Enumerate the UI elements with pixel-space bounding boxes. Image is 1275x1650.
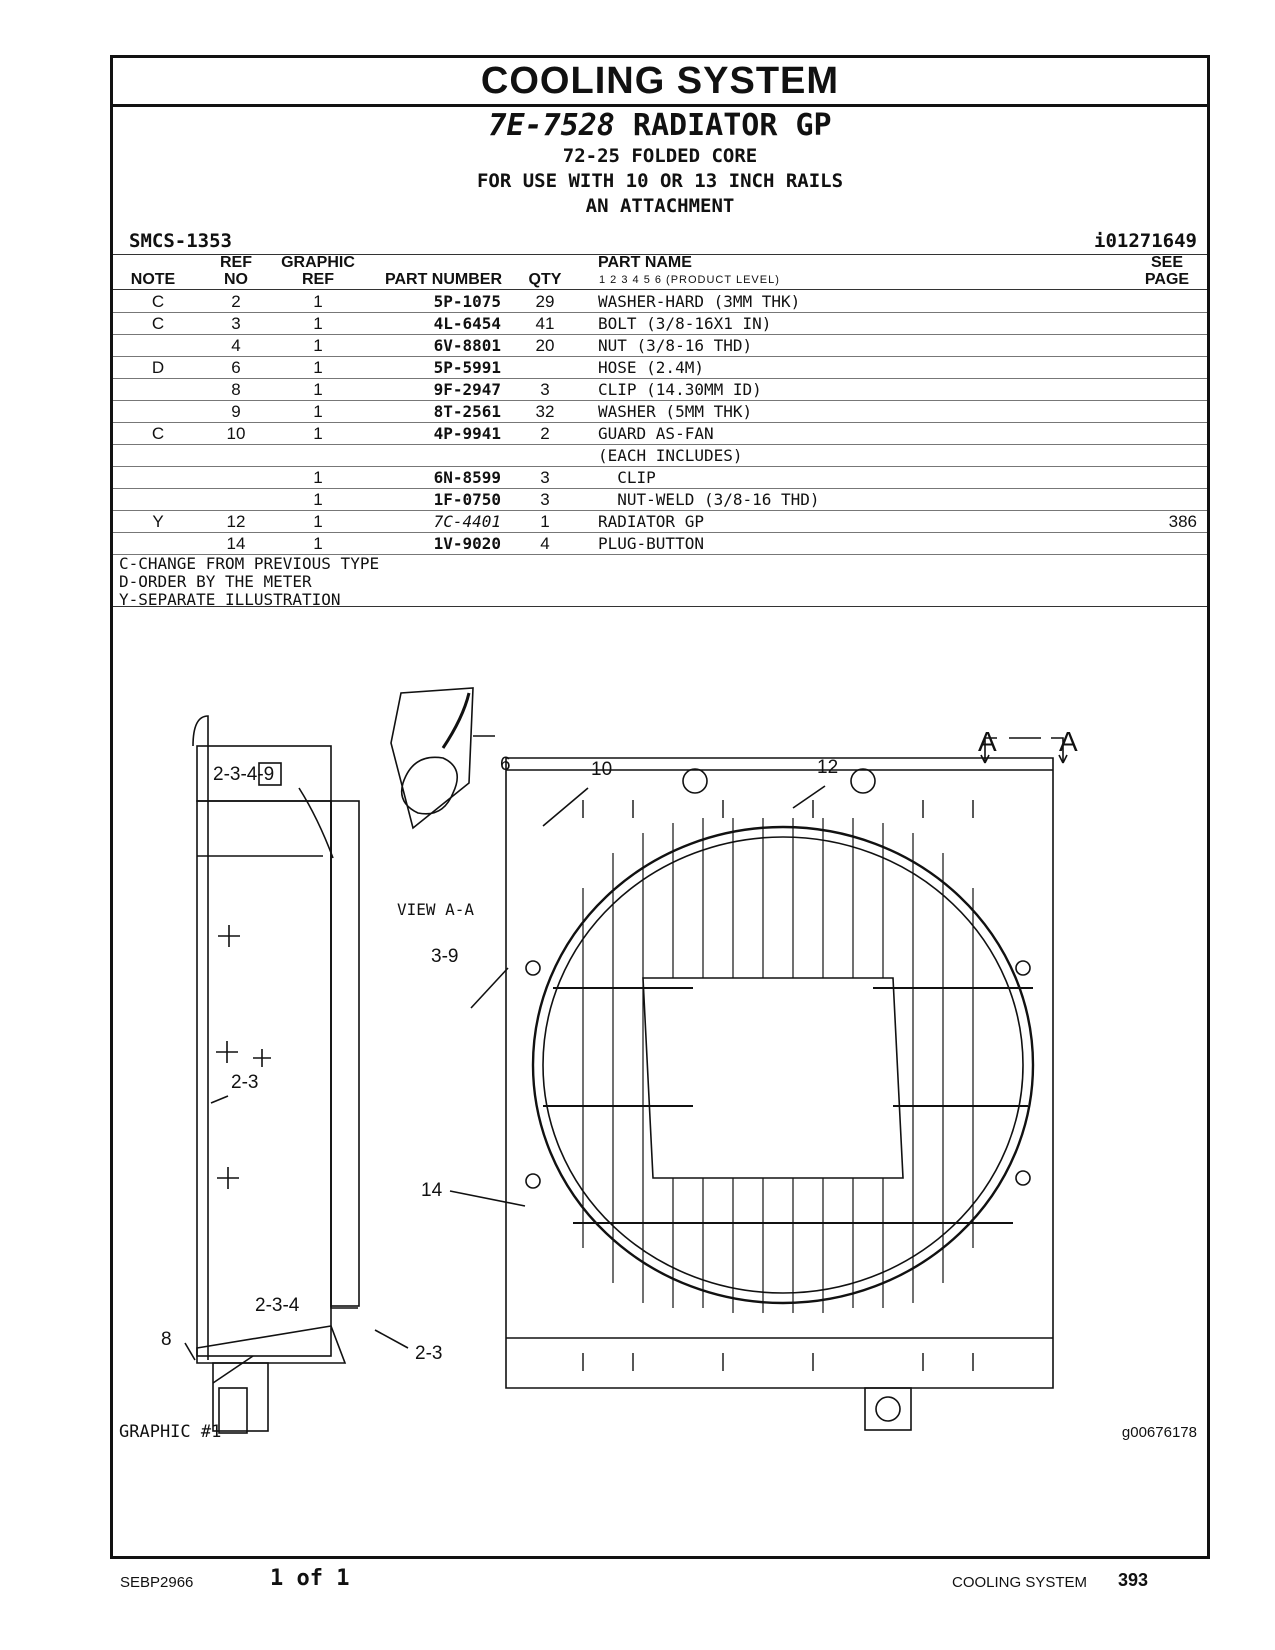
row-ref-no: 3 [231,314,241,333]
row-graphic-ref: 1 [313,490,323,509]
table-row [113,466,1207,489]
row-part-name: RADIATOR GP [598,512,704,531]
row-part-name: NUT (3/8-16 THD) [598,336,753,355]
callout-2-3-4-9: 2-3-4-9 [213,764,275,785]
row-qty: 3 [540,380,550,399]
front-mount-hole-r2 [1016,1171,1030,1185]
row-part-name: CLIP [598,468,656,487]
front-lift-hole-right [851,769,875,793]
group-subtitle-2: FOR USE WITH 10 OR 13 INCH RAILS [476,170,844,192]
row-ref-no: 4 [231,336,241,355]
callout-2-3-a: 2-3 [231,1072,259,1093]
graphic-label: GRAPHIC #1 [119,1422,222,1442]
row-part-number[interactable]: 6N-8599 [433,468,501,487]
table-row [113,400,1207,423]
group-heading [113,108,1207,219]
side-frame-rail [331,801,359,1306]
callout-3-9: 3-9 [431,946,459,967]
side-pipe-outline [193,716,208,1360]
col-part-name: PART NAME [598,254,692,271]
row-part-name: CLIP (14.30MM ID) [598,380,762,399]
table-row [113,532,1207,555]
guard-opening [643,978,903,1178]
row-ref-no: 10 [226,424,246,443]
row-part-name: HOSE (2.4M) [598,358,704,377]
row-ref-no: 2 [231,292,241,311]
radiator-illustration [113,618,1207,1468]
callout-6: 6 [500,754,511,775]
table-row [113,356,1207,379]
row-see-page[interactable]: 386 [1168,512,1197,531]
col-ref: REF NO [220,254,252,288]
row-part-number[interactable]: 1F-0750 [433,490,501,509]
footer-doc-number: SEBP2966 [120,1574,194,1591]
row-note: D [151,358,165,377]
side-core [197,801,331,1356]
page-title-bar [113,58,1207,107]
row-part-number[interactable]: 8T-2561 [433,402,501,421]
callout-section-a-left: A [978,726,997,757]
row-ref-no: 12 [226,512,246,531]
leader-8 [185,1343,195,1360]
row-part-number[interactable]: 4P-9941 [433,424,501,443]
row-part-name: WASHER (5MM THK) [598,402,753,421]
group-subtitle-1: 72-25 FOLDED CORE [562,145,758,167]
group-name: RADIATOR GP [632,108,832,143]
row-part-name: NUT-WELD (3/8-16 THD) [598,490,820,509]
col-note: NOTE [130,271,176,288]
col-graphic: GRAPHIC REF [281,254,355,288]
page-title: COOLING SYSTEM [480,60,840,102]
table-row [113,312,1207,335]
row-qty: 20 [535,336,555,355]
row-ref-no: 6 [231,358,241,377]
row-note: C [151,292,165,311]
callout-10: 10 [591,759,613,780]
front-lift-hole-left [683,769,707,793]
view-aa-hose [443,693,469,748]
front-mount-hole-l2 [526,1174,540,1188]
row-qty: 41 [535,314,555,333]
footer-section: COOLING SYSTEM [952,1574,1088,1591]
section-marker [985,738,1063,763]
col-part-number: PART NUMBER [384,271,502,288]
row-graphic-ref: 1 [313,512,323,531]
row-ref-no: 14 [226,534,246,553]
row-qty: 3 [540,468,550,487]
smcs-code: SMCS-1353 [129,230,232,252]
row-qty: 4 [540,534,550,553]
notes-block [119,555,379,609]
row-qty: 32 [535,402,555,421]
callout-14: 14 [421,1180,443,1201]
col-qty: QTY [528,271,562,288]
note-d: D-ORDER BY THE METER [119,572,312,591]
side-core-edge [331,801,358,1308]
front-mount-hole-l1 [526,961,540,975]
group-number[interactable]: 7E-7528 [488,108,615,143]
front-drain-box [865,1388,911,1430]
leader-23b [375,1330,408,1348]
callout-view-a-a: VIEW A-A [397,900,475,919]
row-graphic-ref: 1 [313,336,323,355]
side-outlet [213,1363,268,1431]
front-mount-hole-r1 [1016,961,1030,975]
row-part-name: BOLT (3/8-16X1 IN) [598,314,772,333]
row-qty: 29 [535,292,555,311]
table-row [113,378,1207,401]
row-graphic-ref: 1 [313,534,323,553]
row-part-name: (EACH INCLUDES) [598,446,743,465]
page-frame [110,55,1210,1559]
leader-10 [543,788,588,826]
front-drain-cap [876,1397,900,1421]
row-ref-no: 8 [231,380,241,399]
row-graphic-ref: 1 [313,358,323,377]
row-part-number[interactable]: 4L-6454 [433,314,501,333]
footer-page-number: 393 [1118,1570,1149,1590]
footer-page-count: 1 of 1 [270,1566,350,1591]
callout-12: 12 [817,757,839,778]
row-part-number[interactable]: 6V-8801 [433,336,501,355]
row-graphic-ref: 1 [313,292,323,311]
graphic-id: g00676178 [1121,1424,1197,1441]
row-note: Y [152,512,164,531]
row-part-name: GUARD AS-FAN [598,424,714,443]
leader-234 [213,1356,253,1383]
row-part-name: WASHER-HARD (3MM THK) [598,292,801,311]
callout-8: 8 [161,1329,172,1350]
row-graphic-ref: 1 [313,424,323,443]
callout-2-3-4: 2-3-4 [255,1295,300,1316]
side-fastener-marks [216,925,271,1189]
table-row [113,444,1207,467]
notes-bottom-rule [113,606,1207,607]
row-note: C [151,314,165,333]
row-graphic-ref: 1 [313,402,323,421]
row-graphic-ref: 1 [313,380,323,399]
view-aa-cap [402,757,458,814]
row-part-number[interactable]: 5P-1075 [433,292,501,311]
leader-39 [471,968,508,1008]
product-level-header: 1 2 3 4 5 6 (PRODUCT LEVEL) [599,274,780,286]
leader-23a [211,1096,228,1103]
row-part-number[interactable]: 9F-2947 [433,380,501,399]
table-row [113,510,1207,533]
row-note: C [151,424,165,443]
row-part-name: PLUG-BUTTON [598,534,704,553]
side-bottom-tank [197,1326,345,1363]
row-graphic-ref: 1 [313,314,323,333]
note-c: C-CHANGE FROM PREVIOUS TYPE [119,554,380,573]
leader-14 [450,1191,525,1206]
table-row [113,334,1207,357]
row-part-number[interactable]: 5P-5991 [433,358,501,377]
group-subtitle-3: AN ATTACHMENT [585,195,735,217]
leader-12 [793,786,825,808]
info-id: i01271649 [1094,230,1197,252]
table-row [113,422,1207,445]
row-qty: 1 [540,512,550,531]
row-qty: 3 [540,490,550,509]
row-graphic-ref: 1 [313,468,323,487]
table-row [113,488,1207,511]
row-part-number[interactable]: 7C-4401 [433,512,501,531]
side-outlet-inner [219,1388,247,1433]
callout-2-3-b: 2-3 [415,1343,443,1364]
callout-section-a-right: A [1059,726,1078,757]
col-see-page: SEE PAGE [1144,254,1190,288]
leader-2349 [299,788,333,858]
table-row [113,290,1207,313]
row-qty: 2 [540,424,550,443]
note-y: Y-SEPARATE ILLUSTRATION [119,590,341,609]
row-part-number[interactable]: 1V-9020 [433,534,501,553]
row-ref-no: 9 [231,402,241,421]
